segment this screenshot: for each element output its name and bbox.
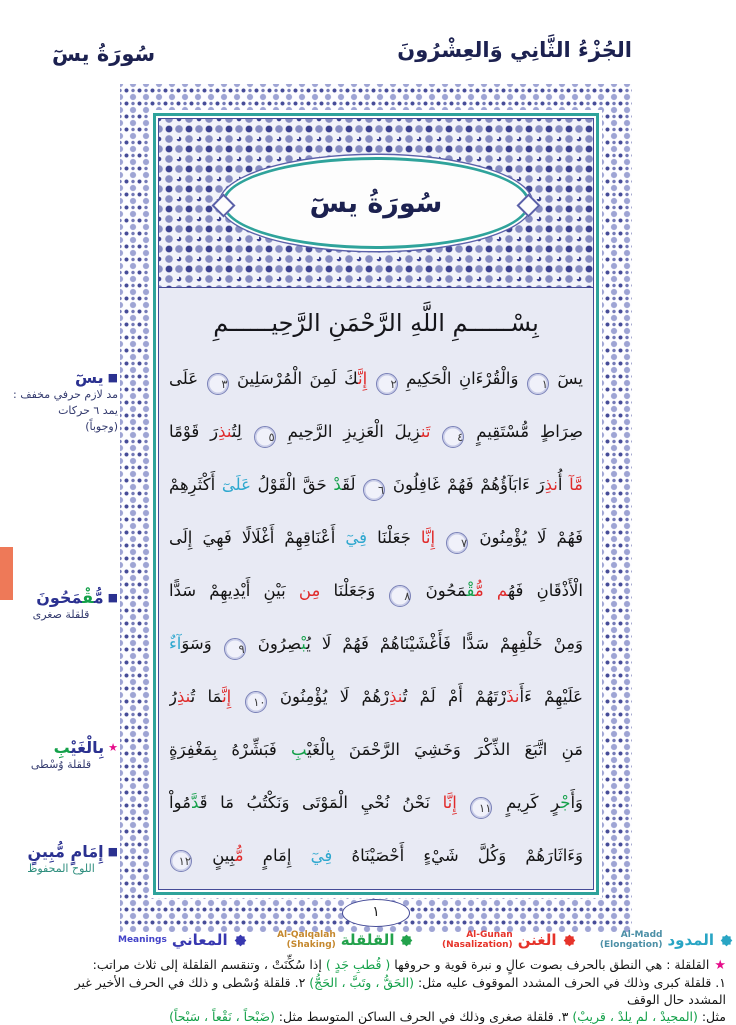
star-icon: ★ [714, 958, 726, 973]
ayah-marker: ١١ [470, 797, 492, 819]
square-bullet-icon: ■ [107, 845, 118, 858]
legend-english: Al-Qalqalah (Shaking) [277, 930, 336, 950]
margin-note-text: مد لازم حرفي مخفف : [13, 388, 118, 401]
quran-line-7: عَلَيْهِمْ ءَأَنذَرْتَهُمْ أَمْ لَمْ تُ‍‍نذِرْهُمْ لَا يُؤْمِنُونَ ١٠ إِنَّ‍‍مَا تُ‍‍نذِرُ [169, 670, 583, 723]
ayah-marker: ٧ [446, 532, 468, 554]
ayah-marker: ٢ [376, 373, 398, 395]
juz-title: الجُزْءُ الثَّانِي وَالعِشْرُونَ [397, 38, 632, 62]
margin-note-muqmahun [4, 588, 118, 623]
footnote-line-2: ١. قلقلة كبرى وذلك في الحرف المشدد الموقوف عليه مثل: (الحَقُّ ، وتَبَّ ، الحَجُّ) ٢. قلقلة وُسْطى و ذلك في الحرف الأخير غير المشدد حال الوقف [74, 975, 726, 1007]
qalqalah-footnotes [34, 956, 726, 1025]
page-number: ١ [342, 899, 410, 927]
legend-arabic: الغنن [517, 931, 557, 949]
margin-note-term: ■مُّ‍‍قْ‍‍مَحُونَ [36, 588, 118, 607]
margin-note-text: اللوح المحفوظ [27, 862, 95, 875]
margin-note-term: ■إِمَامٍ مُّبِينٍ [27, 842, 118, 861]
legend-english: Meanings [118, 935, 167, 945]
ayah-marker: ٦ [363, 479, 385, 501]
surah-running-title: سُورَةُ يسٓ [52, 42, 156, 66]
ayah-marker: ٨ [389, 585, 411, 607]
legend-item-madd [577, 930, 734, 950]
margin-note-term: ★بِالْغَيْ‍‍بِ [53, 738, 118, 757]
footnote-line-1: ★القلقلة : هي النطق بالحرف بصوت عالٍ و نبرة قوية و حروفها ( قُطبِ جَدٍ ) إذا سُكِّنَتْ ، وتنقسم القلقلة إلى ثلاث مراتب: [92, 957, 726, 973]
star-bullet-icon: ★ [108, 741, 118, 754]
legend-item-meanings [118, 931, 248, 949]
ayah-marker: ٣ [207, 373, 229, 395]
ayah-marker: ١٢ [170, 850, 192, 872]
flower-icon [233, 933, 248, 948]
ayah-marker: ١٠ [245, 691, 267, 713]
ornamental-border [120, 84, 632, 932]
flower-icon [719, 933, 734, 948]
margin-note-text: قلقلة صغرى [32, 608, 90, 621]
ayah-marker: ٥ [254, 426, 276, 448]
legend-arabic: المعاني [171, 931, 228, 949]
quran-line-10: وَءَاثَارَهُمْ وَكُلَّ شَيْءٍ أَحْصَيْنَاهُ فِيٓ إِمَامٍ مُّ‍‍بِينٍ ١٢ [169, 829, 583, 882]
ayah-marker: ٩ [224, 638, 246, 660]
legend-english: Al-Madd (Elongation) [599, 930, 663, 950]
surah-name: سُورَةُ يسٓ [309, 187, 443, 219]
legend-arabic: القلقلة [340, 931, 395, 949]
surah-header-ornament [159, 119, 593, 288]
quran-line-5: الْأَذْقَانِ فَهُ‍‍م مُّ‍‍قْ‍‍مَحُونَ ٨ وَجَعَلْنَا مِن بَيْنِ أَيْدِيهِمْ سَدًّا [169, 564, 583, 617]
square-bullet-icon: ■ [107, 371, 118, 384]
ayah-marker: ٤ [442, 426, 464, 448]
quran-line-6: وَمِنْ خَلْفِهِمْ سَدًّا فَأَغْشَيْنَاهُمْ فَهُمْ لَا يُ‍‍بْ‍‍صِرُونَ ٩ وَسَوَآءٌ [169, 617, 583, 670]
teal-inner-frame [153, 113, 599, 895]
quran-line-9: وَأَجْ‍‍رٍ كَرِيمٍ ١١ إِنَّا نَحْنُ نُحْيِ الْمَوْتَى وَنَكْتُبُ مَا قَ‍‍دَّمُواْ [169, 776, 583, 829]
margin-note-text: يمد ٦ حركات [58, 404, 118, 417]
basmala: بِسْــــــمِ اللَّهِ الرَّحْمَنِ الرَّحِيــــــمِ [213, 309, 539, 337]
cartouche-tip [211, 193, 235, 217]
surah-name-cartouche [222, 157, 530, 249]
margin-note-imam-mubin [4, 842, 118, 877]
page-frame [120, 84, 632, 932]
ayah-marker: ١ [527, 373, 549, 395]
margin-note-yaseen [4, 368, 118, 435]
footnote-line-3: مثل: (المجيدْ ، لم يلدْ ، قريبْ) ٣. قلقلة صغرى وذلك في الحرف الساكن المتوسط مثل: (ضَبْحاً ، نَقْعاً ، سَبْحاً) [169, 1009, 726, 1024]
margin-note-text: (وجوباً) [85, 420, 118, 433]
tajweed-legend [118, 930, 734, 950]
flower-icon [399, 933, 414, 948]
flower-icon [562, 933, 577, 948]
legend-item-qalqalah [248, 930, 415, 950]
quran-line-2: صِرَاطٍ مُّسْتَقِيمٍ ٤ تَن‍‍زِيلَ الْعَزِيزِ الرَّحِيمِ ٥ لِتُ‍‍نذِرَ قَوْمًا [169, 405, 583, 458]
margin-note-bilghayb [4, 738, 118, 773]
cartouche-tip [516, 193, 540, 217]
legend-english: Al-Gunan (Nasalization) [441, 930, 513, 950]
quran-line-4: فَهُمْ لَا يُؤْمِنُونَ ٧ إِنَّا جَعَلْنَا فِيٓ أَعْنَاقِهِمْ أَغْلَالًا فَهِيَ إِلَى [169, 511, 583, 564]
quran-line-1: يسٓ ١ وَالْقُرْءَانِ الْحَكِيمِ ٢ إِنَّ‍‍كَ لَمِنَ الْمُرْسَلِينَ ٣ عَلَى [169, 352, 583, 405]
quran-text-panel [159, 288, 593, 882]
quran-line-8: مَنِ اتَّبَعَ الذِّكْرَ وَخَشِيَ الرَّحْمَنَ بِالْغَيْ‍‍بِ فَبَشِّرْهُ بِمَغْفِرَةٍ [169, 740, 583, 759]
legend-item-gunan [414, 930, 576, 950]
margin-note-text: قلقلة وُسْطى [30, 758, 92, 771]
legend-arabic: المدود [667, 931, 714, 949]
quran-line-3: مَّآ أُنذِرَ ءَابَآؤُهُمْ فَهُمْ غَافِلُونَ ٦ لَقَ‍‍دْ حَقَّ الْقَوْلُ عَلَىٓ أَكْثَرِهِمْ [169, 458, 583, 511]
square-bullet-icon: ■ [107, 591, 118, 604]
margin-note-term: ■يسٓ [74, 368, 118, 387]
